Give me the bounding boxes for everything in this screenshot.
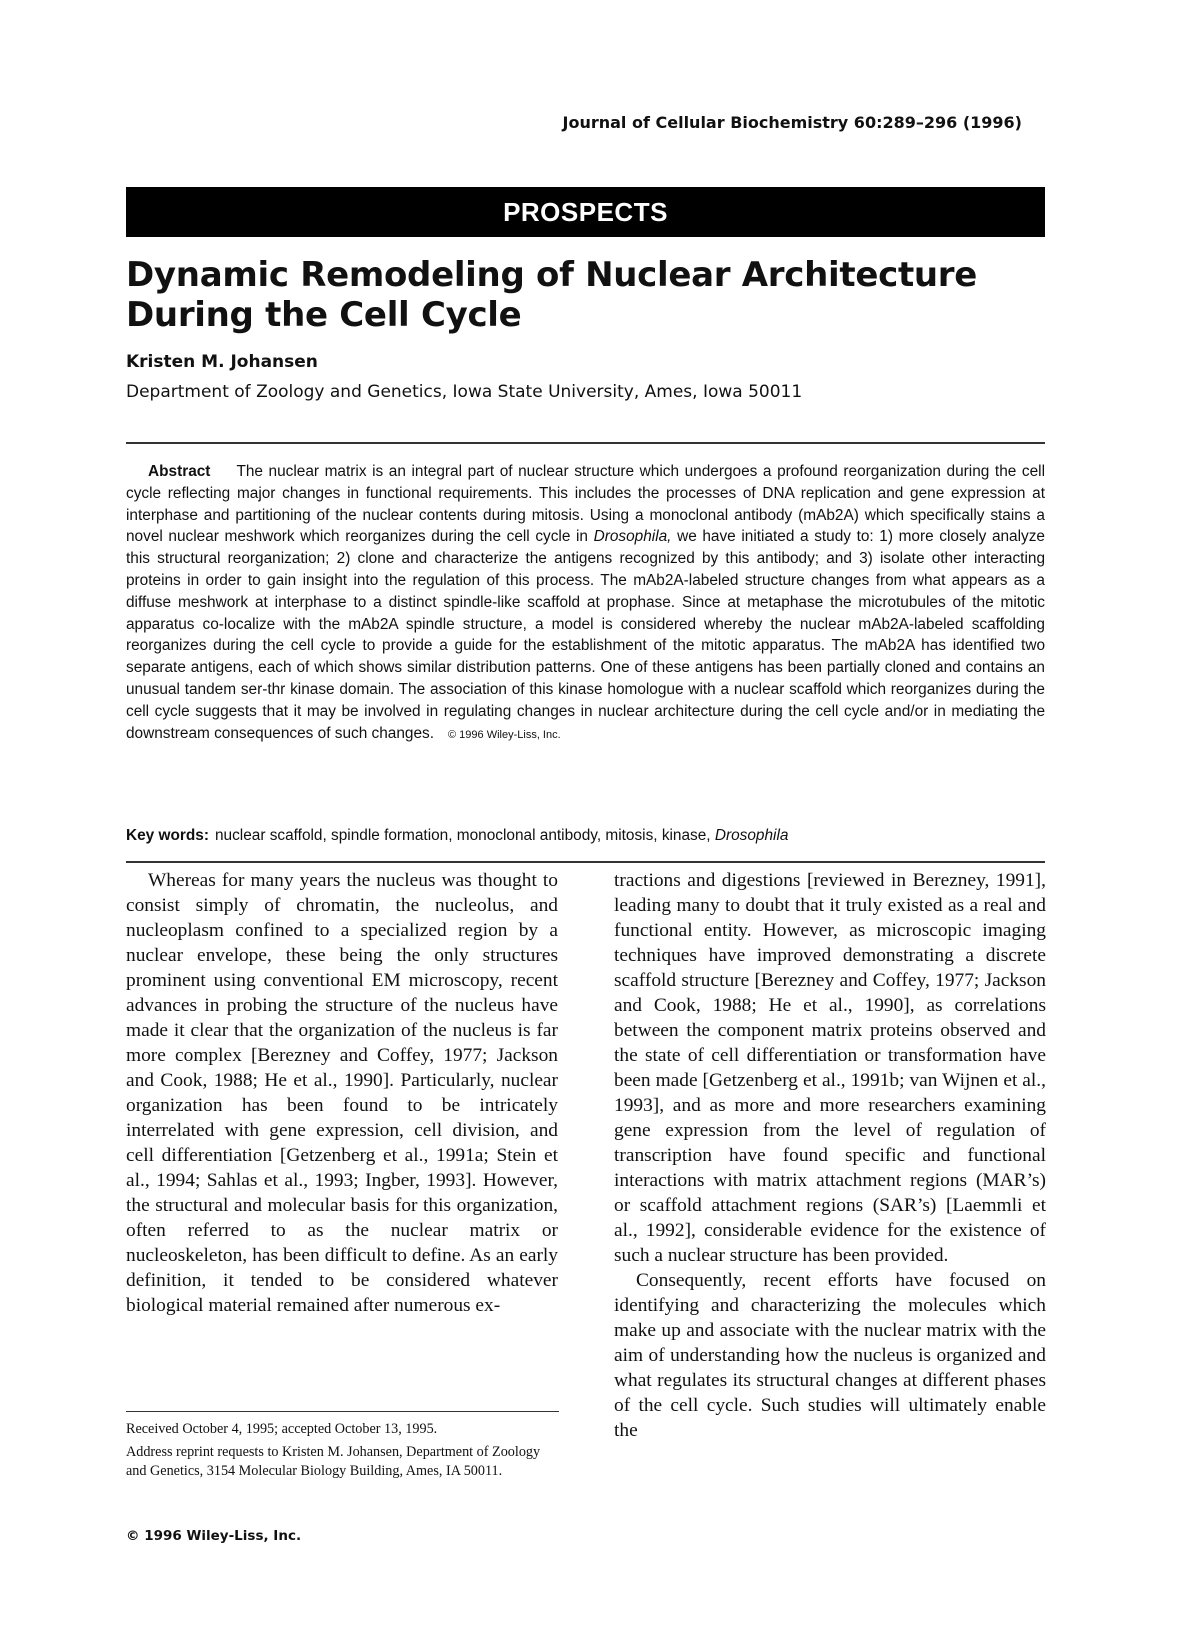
keywords: [126, 827, 1045, 845]
body-column-right: [614, 868, 1046, 1443]
abstract-text-2: we have initiated a study to: 1) more closely analyze this structural reorganization; 2) clone and characterize the antigens recognized by this antibody; and 3) isolate other interacting proteins in order to gain insight into the regulation of this process. The mAb2A-labeled structure changes from what appears as a diffuse meshwork at interphase to a distinct spindle-like scaffold at prophase. Since at metaphase the microtubules of the mitotic apparatus co-localize with the mAb2A spindle structure, a model is considered whereby the nuclear mAb2A-labeled scaffolding reorganizes during the cell cycle to provide a guide for the establishment of the mitotic apparatus. The mAb2A has identified two separate antigens, each of which shows similar distribution patterns. One of these antigens has been partially cloned and contains an unusual tandem ser-thr kinase domain. The association of this kinase homologue with a nuclear scaffold which reorganizes during the cell cycle suggests that it may be involved in regulating changes in nuclear architecture during the cell cycle and/or in mediating the downstream consequences of such changes.: [126, 528, 1045, 742]
abstract: [126, 461, 1045, 746]
journal-citation: Journal of Cellular Biochemistry 60:289–296 (1996): [562, 113, 1022, 132]
abstract-copyright: © 1996 Wiley-Liss, Inc.: [448, 728, 561, 741]
body-paragraph: Whereas for many years the nucleus was thought to consist simply of chromatin, the nucleolus, and nucleoplasm confined to a specialized region by a nuclear envelope, these being the only structures prominent using conventional EM microscopy, recent advances in probing the structure of the nucleus have made it clear that the organization of the nucleus is far more complex [Berezney and Coffey, 1977; Jackson and Cook, 1988; He et al., 1990]. Particularly, nuclear organization has been found to be intricately interrelated with gene expression, cell division, and cell differentiation [Getzenberg et al., 1991a; Stein et al., 1994; Sahlas et al., 1993; Ingber, 1993]. However, the structural and molecular basis for this organization, often referred to as the nuclear matrix or nucleoskeleton, has been difficult to define. As an early definition, it tended to be considered whatever biological material remained after numerous ex-: [126, 870, 558, 1316]
section-banner: PROSPECTS: [126, 187, 1045, 237]
keywords-text: nuclear scaffold, spindle formation, monoclonal antibody, mitosis, kinase,: [214, 827, 715, 844]
footnote-divider: [126, 1411, 559, 1412]
author-affiliation: Department of Zoology and Genetics, Iowa State University, Ames, Iowa 50011: [126, 382, 803, 402]
keywords-label: Key words:: [126, 827, 209, 844]
footnotes: [126, 1420, 559, 1485]
body-paragraph: tractions and digestions [reviewed in Berezney, 1991], leading many to doubt that it truly existed as a real and functional entity. However, as microscopic imaging techniques have improved demonstrating a discrete scaffold structure [Berezney and Coffey, 1977; Jackson and Cook, 1988; He et al., 1990], as correlations between the component matrix proteins observed and the state of cell differentiation or transformation have been made [Getzenberg et al., 1991b; van Wijnen et al., 1993], and as more and more researchers examining gene expression from the level of regulation of transcription have found specific and functional interactions with matrix attachment regions (MAR’s) or scaffold attachment regions (SAR’s) [Laemmli et al., 1992], considerable evidence for the existence of such a nuclear structure has been provided.: [614, 870, 1046, 1266]
author-name: Kristen M. Johansen: [126, 352, 318, 372]
article-title: [126, 255, 1046, 335]
footnote-received: Received October 4, 1995; accepted October 13, 1995.: [126, 1421, 438, 1437]
title-line-1: Dynamic Remodeling of Nuclear Architecture: [126, 255, 978, 295]
title-line-2: During the Cell Cycle: [126, 295, 522, 335]
body-column-left: [126, 868, 558, 1318]
divider-top: [126, 442, 1045, 444]
footnote-address: Address reprint requests to Kristen M. Johansen, Department of Zoology and Genetics, 3154 Molecular Biology Building, Ames, IA 50011.: [126, 1444, 541, 1479]
abstract-label: Abstract: [148, 463, 211, 480]
abstract-italic-term: Drosophila,: [593, 528, 672, 546]
body-paragraph: Consequently, recent efforts have focused on identifying and characterizing the molecules which make up and associate with the nuclear matrix with the aim of understanding how the nucleus is organized and what regulates its structural changes at different phases of the cell cycle. Such studies will ultimately enable the: [614, 1270, 1046, 1441]
abstract-text-1: The nuclear matrix is an integral part of nuclear structure which undergoes a profound reorganization during the cell cycle reflecting major changes in functional requirements. This includes the processes of DNA replication and gene expression at interphase and partitioning of the nuclear contents during mitosis. Using a monoclonal antibody (mAb2A) which specifically stains a novel nuclear meshwork which reorganizes during the cell cycle in: [126, 463, 1045, 546]
divider-body: [126, 861, 1045, 863]
keywords-italic-term: Drosophila: [714, 827, 789, 844]
page-copyright: © 1996 Wiley-Liss, Inc.: [126, 1528, 302, 1544]
